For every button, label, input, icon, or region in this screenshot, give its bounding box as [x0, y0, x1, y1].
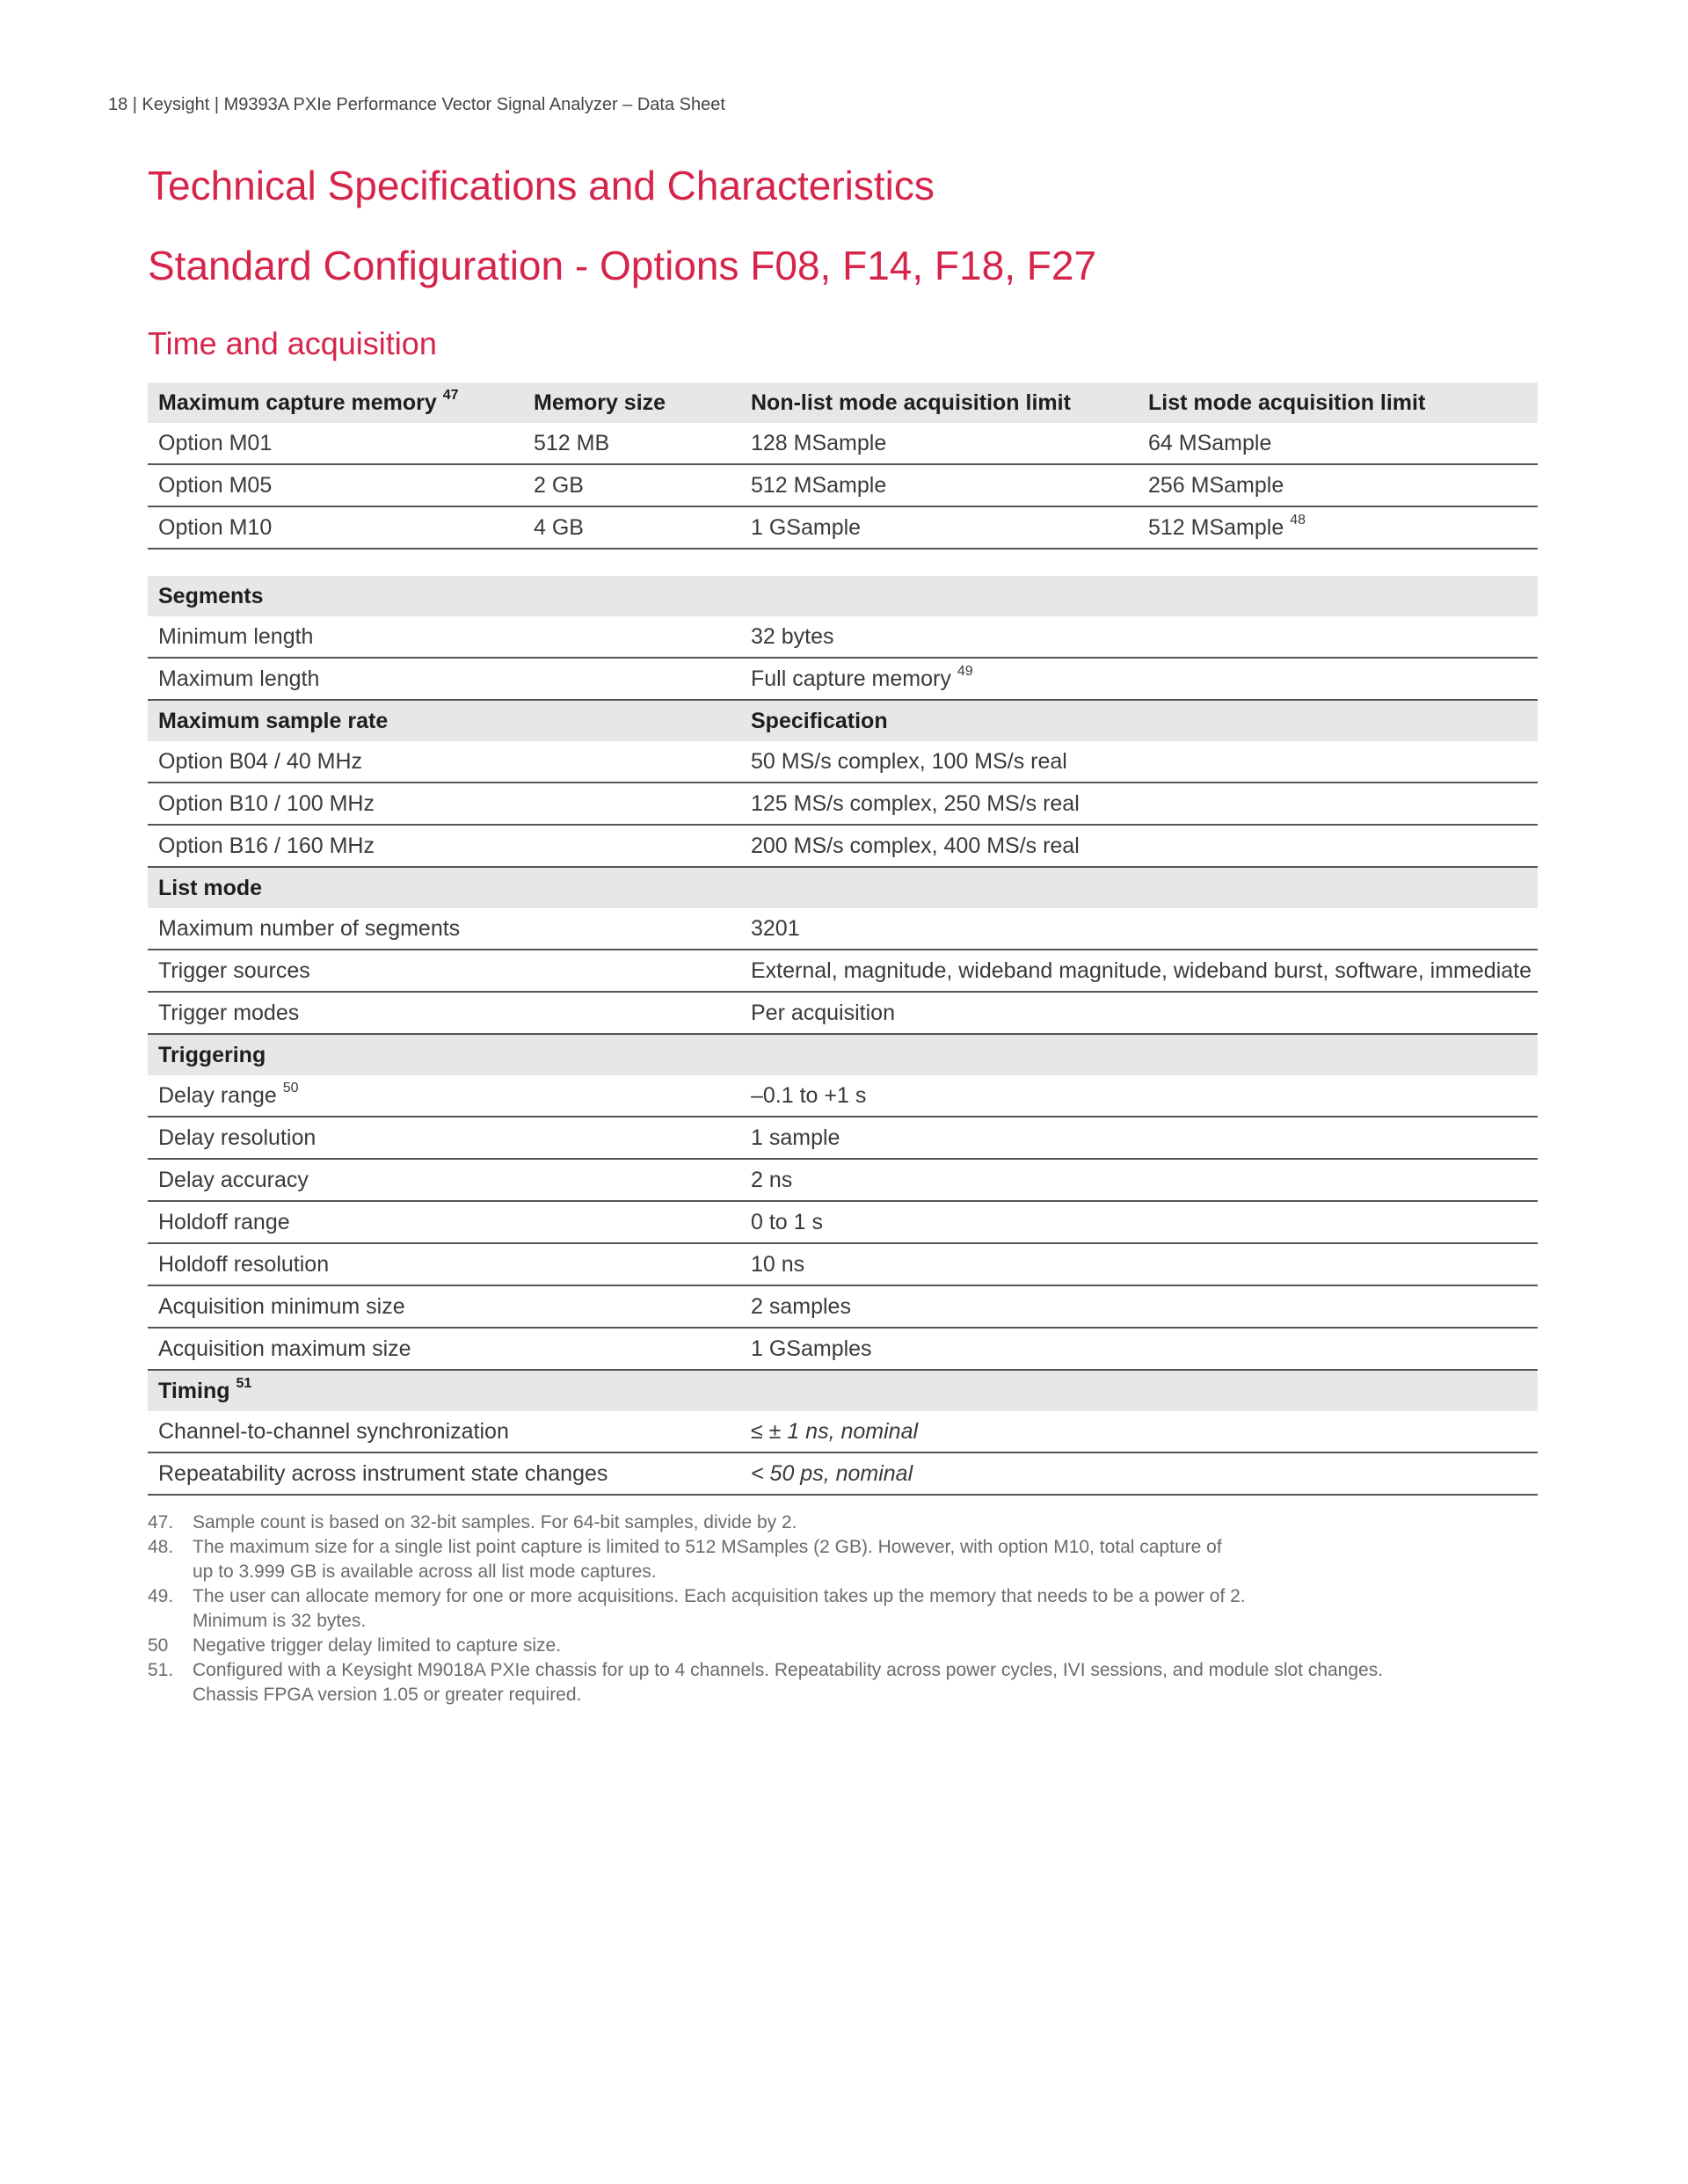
table-row — [148, 1201, 1538, 1243]
spec-label: Acquisition minimum size — [148, 1285, 740, 1328]
spec-label: Acquisition maximum size — [148, 1328, 740, 1370]
spec-value: < 50 ps, nominal — [740, 1452, 1538, 1495]
table-cell: 4 GB — [523, 506, 740, 549]
specifications-table — [148, 576, 1538, 1496]
table-cell: Option M05 — [148, 464, 523, 506]
table-row — [148, 783, 1538, 825]
section-heading-value: Specification — [740, 700, 1538, 741]
footnote-number: 50 — [148, 1635, 169, 1656]
spec-label: Option B10 / 100 MHz — [148, 783, 740, 825]
table-row — [148, 616, 1538, 658]
table-cell: 512 MSample $^{48}$ — [1138, 506, 1538, 549]
header-cell: Maximum capture memory $^{47}$ — [148, 382, 523, 423]
spec-label: Repeatability across instrument state changes — [148, 1452, 740, 1495]
spec-value: –0.1 to +1 s — [740, 1075, 1538, 1117]
table-row — [148, 1117, 1538, 1159]
section-heading: Triggering — [148, 1034, 740, 1075]
section-title: Standard Configuration - Options F08, F14, F18, F27 — [148, 243, 1097, 288]
subsection-title: Time and acquisition — [148, 325, 437, 361]
spec-value: 50 MS/s complex, 100 MS/s real — [740, 741, 1538, 783]
spec-value: 2 ns — [740, 1159, 1538, 1201]
spec-label: Delay accuracy — [148, 1159, 740, 1201]
table-row — [148, 506, 1538, 549]
spec-label: Channel-to-channel synchronization — [148, 1411, 740, 1452]
spec-label: Delay resolution — [148, 1117, 740, 1159]
footnote-number: 48. — [148, 1537, 174, 1557]
table-row — [148, 908, 1538, 950]
table-cell: Option M10 — [148, 506, 523, 549]
footnote-text: Sample count is based on 32-bit samples. For 64-bit samples, divide by 2. — [193, 1512, 797, 1532]
running-header: 18 | Keysight | M9393A PXIe Performance Vector Signal Analyzer – Data Sheet — [108, 95, 725, 114]
table-row — [148, 741, 1538, 783]
spec-value: 10 ns — [740, 1243, 1538, 1285]
section-header-row — [148, 576, 1538, 616]
footnote-text: up to 3.999 GB is available across all list mode captures. — [193, 1562, 657, 1582]
table-cell: 1 GSample — [740, 506, 1138, 549]
table-row — [148, 1075, 1538, 1117]
table-header-row — [148, 382, 1538, 423]
table-row — [148, 423, 1538, 464]
table-row — [148, 1328, 1538, 1370]
spec-label: Delay range $^{50}$ — [148, 1075, 740, 1117]
section-header-row — [148, 867, 1538, 908]
spec-value: Per acquisition — [740, 992, 1538, 1034]
section-heading: Maximum sample rate — [148, 700, 740, 741]
spec-value: ≤ ± 1 ns, nominal — [740, 1411, 1538, 1452]
spec-value: 32 bytes — [740, 616, 1538, 658]
spec-value: 1 sample — [740, 1117, 1538, 1159]
table-cell: 64 MSample — [1138, 423, 1538, 464]
table-row — [148, 825, 1538, 867]
spec-label: Minimum length — [148, 616, 740, 658]
spec-value: 2 samples — [740, 1285, 1538, 1328]
footnote-text: The maximum size for a single list point capture is limited to 512 MSamples (2 GB). However, with option M10, total capture of — [193, 1537, 1222, 1557]
section-heading: Timing $^{51}$ — [148, 1370, 740, 1411]
header-cell: Non-list mode acquisition limit — [740, 382, 1138, 423]
footnote-number: 51. — [148, 1660, 174, 1680]
spec-label: Option B04 / 40 MHz — [148, 741, 740, 783]
spec-value: 0 to 1 s — [740, 1201, 1538, 1243]
table-row — [148, 1159, 1538, 1201]
table-cell: 128 MSample — [740, 423, 1138, 464]
table-cell: 512 MSample — [740, 464, 1138, 506]
page-title: Technical Specifications and Characteristics — [148, 163, 935, 208]
footnote — [148, 1634, 1554, 1658]
spec-label: Maximum length — [148, 658, 740, 700]
spec-value: External, magnitude, wideband magnitude, wideband burst, software, immediate — [740, 950, 1538, 992]
table-row — [148, 1452, 1538, 1495]
table-cell: 2 GB — [523, 464, 740, 506]
footnote — [148, 1584, 1554, 1634]
footnote-text: Configured with a Keysight M9018A PXIe chassis for up to 4 channels. Repeatability across power cycles, IVI sessions, and module slot changes. — [193, 1660, 1384, 1680]
table-row — [148, 464, 1538, 506]
section-header-row — [148, 700, 1538, 741]
capture-memory-table — [148, 382, 1538, 550]
footnote-text: Negative trigger delay limited to capture size. — [193, 1635, 562, 1656]
spec-value: 125 MS/s complex, 250 MS/s real — [740, 783, 1538, 825]
spec-label: Holdoff resolution — [148, 1243, 740, 1285]
table-row — [148, 992, 1538, 1034]
table-row — [148, 1411, 1538, 1452]
footnote — [148, 1511, 1554, 1535]
section-heading: List mode — [148, 867, 740, 908]
spec-value: 200 MS/s complex, 400 MS/s real — [740, 825, 1538, 867]
footnote-number: 47. — [148, 1512, 174, 1532]
table-row — [148, 658, 1538, 700]
section-header-row — [148, 1034, 1538, 1075]
spec-label: Option B16 / 160 MHz — [148, 825, 740, 867]
header-cell: Memory size — [523, 382, 740, 423]
footnote-text: Chassis FPGA version 1.05 or greater required. — [193, 1685, 582, 1705]
footnotes — [148, 1511, 1554, 1707]
spec-label: Trigger sources — [148, 950, 740, 992]
footnote-text: Minimum is 32 bytes. — [193, 1611, 367, 1631]
table-cell: 512 MB — [523, 423, 740, 464]
table-cell: Option M01 — [148, 423, 523, 464]
spec-label: Maximum number of segments — [148, 908, 740, 950]
table-row — [148, 950, 1538, 992]
footnote-text: The user can allocate memory for one or more acquisitions. Each acquisition takes up the memory that needs to be a power of 2. — [193, 1586, 1246, 1606]
footnote-number: 49. — [148, 1586, 174, 1606]
spec-label: Holdoff range — [148, 1201, 740, 1243]
spec-value: Full capture memory $^{49}$ — [740, 658, 1538, 700]
header-cell: List mode acquisition limit — [1138, 382, 1538, 423]
table-cell: 256 MSample — [1138, 464, 1538, 506]
table-row — [148, 1285, 1538, 1328]
spec-value: 1 GSamples — [740, 1328, 1538, 1370]
spec-value: 3201 — [740, 908, 1538, 950]
section-heading: Segments — [148, 576, 740, 616]
table-row — [148, 1243, 1538, 1285]
footnote — [148, 1535, 1554, 1584]
spec-label: Trigger modes — [148, 992, 740, 1034]
footnote — [148, 1658, 1554, 1707]
section-header-row — [148, 1370, 1538, 1411]
